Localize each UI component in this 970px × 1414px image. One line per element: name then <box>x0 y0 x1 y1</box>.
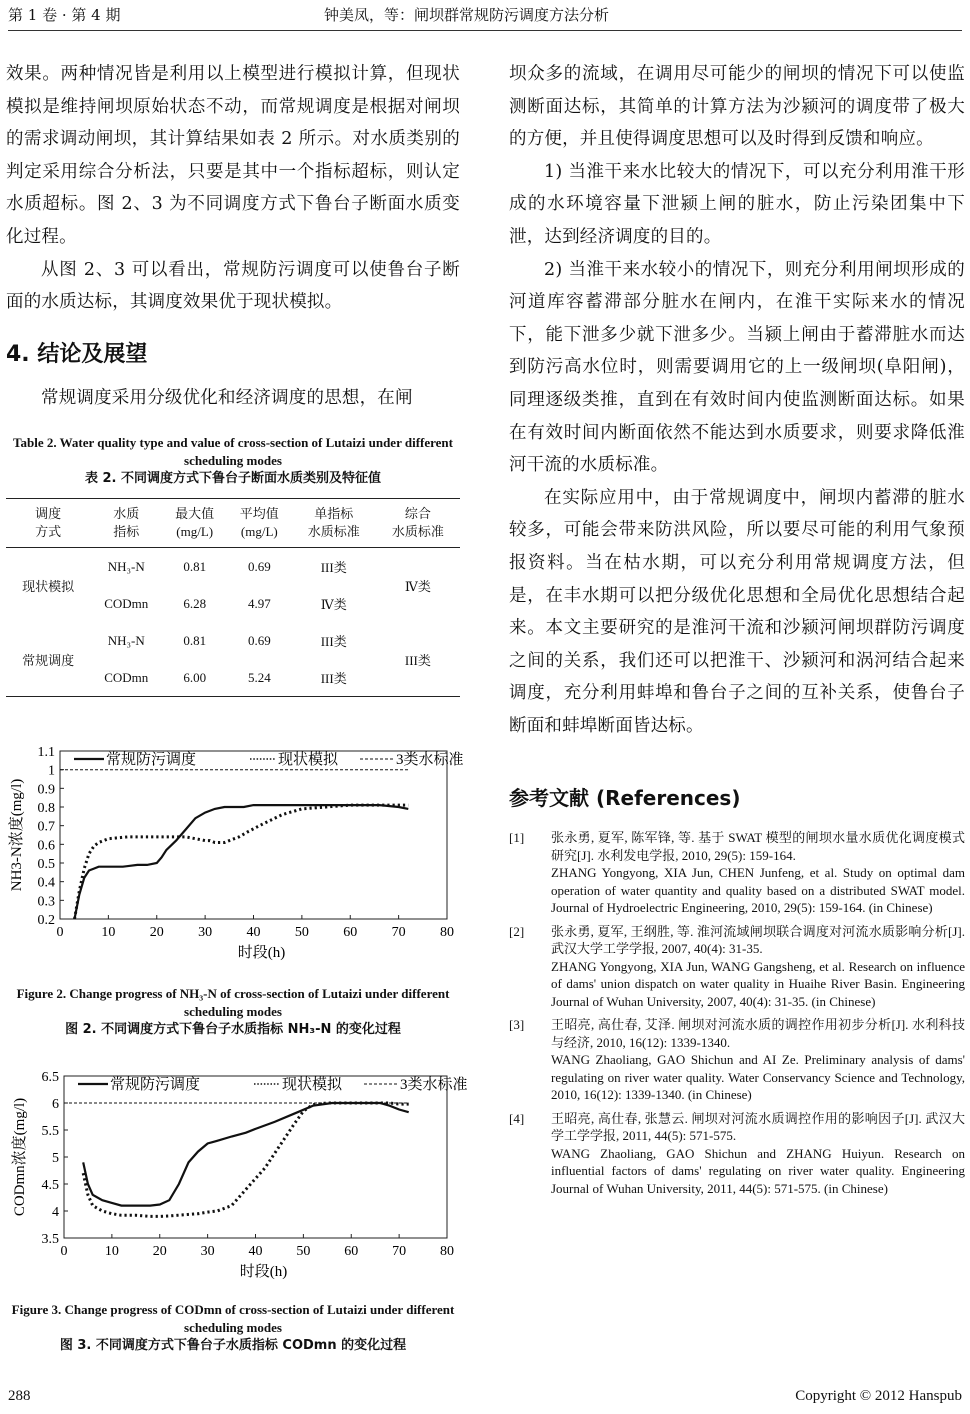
x-tick-label: 20 <box>152 1244 167 1259</box>
table-caption-en: Table 2. Water quality type and value of cross-section of Lutaizi under different scheduling modes <box>13 435 453 469</box>
legend-label: 3类水标准 <box>396 752 464 768</box>
y-axis-label: NH3-N浓度(mg/l) <box>9 778 25 892</box>
figure-caption-en: Figure 2. Change progress of NH₃-N of cross-section of Lutaizi under different scheduling modes <box>16 986 450 1019</box>
figure-caption-en: Figure 3. Change progress of CODmn of cross-section of Lutaizi under different scheduling modes <box>11 1302 455 1335</box>
series-line-solid <box>75 805 409 919</box>
reference-item <box>509 829 965 917</box>
x-axis-label: 时段(h) <box>239 1264 288 1280</box>
reference-text-en: ZHANG Yongyong, XIA Jun, WANG Gangsheng, et al. Research on influence of dams' union dispatch on water quality in Huaihe River Basin. Engineering Journal of Wuhan University, 2007, 40(4): 31-35. (in Chinese) <box>551 958 965 1009</box>
y-tick-label: 6.5 <box>41 1070 59 1085</box>
legend-label: 现状模拟 <box>278 752 339 768</box>
paragraph: 1) 当淮干来水比较大的情况下，可以充分利用淮干形成的水环境容量下泄颍上闸的脏水，防止污染团集中下泄，达到经济调度的目的。 <box>509 161 965 247</box>
table-cell: Ⅳ类 <box>320 597 347 613</box>
journal-issue: 第 1 卷 · 第 4 期 <box>8 6 121 24</box>
y-axis-label: CODmn浓度(mg/l) <box>12 1097 28 1217</box>
table-cell: 6.28 <box>183 595 207 611</box>
references-heading: 参考文献 (References) <box>509 786 741 811</box>
plot-frame <box>60 751 447 919</box>
table-cell: CODmn <box>104 595 149 611</box>
codmn-line-chart <box>0 1060 470 1292</box>
table-header: 水质 指标 <box>90 499 162 548</box>
paragraph: 常规调度采用分级优化和经济调度的思想，在闸 <box>41 387 413 408</box>
table-cell: III类 <box>376 622 460 697</box>
y-tick-label: 0.9 <box>37 782 55 798</box>
reference-text-en: WANG Zhaoliang, GAO Shichun and AI Ze. Preliminary analysis of dams' regulating on river water quality. Water Conservancy Science and Technology, 2010, 16(12): 1339-1340. (in Chinese) <box>551 1052 965 1103</box>
paragraph: 2) 当淮干来水较小的情况下，则充分利用闸坝形成的河道库容蓄滞部分脏水在闸内，在淮干实际来水的情况下，能下泄多少就下泄多少。当颍上闸由于蓄滞脏水而达到防污高水位时，则需要调用它的上一级闸坝(阜阳闸)，同理逐级类推，直到在有效时间内使监测断面达标。如果在有效时间内断面依然不能达到水质要求，则要求降低淮河干流的水质标准。 <box>509 259 965 476</box>
right-column <box>509 58 965 1203</box>
table-header: 综合 水质标准 <box>376 499 460 548</box>
x-tick-label: 60 <box>343 925 358 940</box>
y-tick-label: 0.6 <box>37 838 55 854</box>
reference-text-en: WANG Zhaoliang, GAO Shichun and ZHANG Huiyun. Research on influential factors of dams' regulating on river water quality. Engineering Journal of Wuhan University, 2011, 44(5): 571-575. (in Chinese) <box>551 1145 965 1196</box>
reference-item <box>509 923 965 1011</box>
left-column <box>6 58 460 697</box>
legend-label: 常规防污调度 <box>106 752 197 768</box>
table-cell: 0.81 <box>183 632 207 648</box>
table-header: 最大值 (mg/L) <box>162 499 227 548</box>
reference-item <box>509 1016 965 1104</box>
table-cell: III类 <box>320 560 347 576</box>
copyright: Copyright © 2012 Hanspub <box>795 1388 962 1404</box>
y-tick-label: 0.3 <box>37 894 55 910</box>
reference-number: [3] <box>509 1017 525 1033</box>
x-tick-label: 10 <box>101 925 116 940</box>
y-tick-label: 0.5 <box>37 857 55 872</box>
table-header: 平均值 (mg/L) <box>227 499 292 548</box>
table-cell: 0.69 <box>247 632 271 648</box>
table-row <box>6 548 460 586</box>
reference-text-en: ZHANG Yongyong, XIA Jun, CHEN Junfeng, et al. Study on optimal dam operation of water quantity and quality based on a distributed SWAT model. Journal of Hydroelectric Engineering, 2010, 29(5): 159-164. (in Chinese) <box>551 865 965 916</box>
x-tick-label: 10 <box>104 1244 119 1259</box>
series-line-dotted <box>75 805 409 919</box>
table-cell: 0.81 <box>183 558 207 574</box>
nh3n-line-chart <box>0 733 470 983</box>
x-tick-label: 0 <box>60 1244 68 1259</box>
table-cell: NH₃-N <box>107 558 145 574</box>
legend-label: 现状模拟 <box>282 1077 343 1093</box>
paragraph: 坝众多的流域，在调用尽可能少的闸坝的情况下可以使监测断面达标，其简单的计算方法为沙颍河的调度带了极大的方便，并且使得调度思想可以及时得到反馈和响应。 <box>509 64 965 150</box>
reference-text-cn: 王昭亮, 高仕春, 艾泽. 闸坝对河流水质的调控作用初步分析[J]. 水利科技与经济, 2010, 16(12): 1339-1340. <box>551 1017 965 1050</box>
x-axis-label: 时段(h) <box>237 945 286 961</box>
y-tick-label: 5.5 <box>41 1124 59 1139</box>
y-tick-label: 4 <box>52 1205 59 1220</box>
y-tick-label: 4.5 <box>41 1178 59 1193</box>
legend-label: 3类水标准 <box>400 1077 468 1093</box>
table-caption-cn: 表 2. 不同调度方式下鲁台子断面水质类别及特征值 <box>84 471 382 487</box>
table-cell: III类 <box>292 659 376 697</box>
x-tick-label: 30 <box>198 925 213 940</box>
y-tick-label: 1 <box>48 763 55 779</box>
running-header <box>8 0 962 31</box>
legend-label: 常规防污调度 <box>110 1077 201 1093</box>
x-tick-label: 20 <box>149 925 164 940</box>
table-cell: CODmn <box>90 659 162 697</box>
x-tick-label: 30 <box>200 1244 215 1259</box>
y-tick-label: 0.2 <box>37 913 55 928</box>
reference-text-cn: 王昭亮, 高仕春, 张慧云. 闸坝对河流水质调控作用的影响因子[J]. 武汉大学工学学报, 2011, 44(5): 571-575. <box>551 1110 965 1144</box>
reference-text-cn: 张永勇, 夏军, 陈军锋, 等. 基于 SWAT 模型的闸坝水量水质优化调度模式研究[J]. 水利发电学报, 2010, 29(5): 159-164. <box>551 830 965 863</box>
x-tick-label: 40 <box>248 1244 263 1259</box>
table-cell: 5.24 <box>227 659 292 697</box>
figure-caption-cn: 图 3. 不同调度方式下鲁台子水质指标 CODmn 的变化过程 <box>59 1338 407 1353</box>
table-cell: 4.97 <box>247 595 271 611</box>
table-header: 单指标 水质标准 <box>292 499 376 548</box>
reference-number: [2] <box>509 923 525 939</box>
y-tick-label: 3.5 <box>41 1232 59 1247</box>
plot-frame <box>64 1076 447 1238</box>
table-cell: Ⅳ类 <box>404 578 431 594</box>
page-footer <box>8 1388 962 1405</box>
x-tick-label: 70 <box>392 1244 407 1259</box>
x-tick-label: 70 <box>391 925 406 940</box>
x-tick-label: 0 <box>56 925 64 940</box>
reference-item <box>509 1110 965 1198</box>
y-tick-label: 6 <box>52 1097 59 1112</box>
table-cell: NH₃-N <box>107 632 145 648</box>
series-line-dotted <box>83 1103 409 1216</box>
x-tick-label: 80 <box>440 1244 454 1259</box>
series-line-solid <box>83 1103 409 1206</box>
section-heading: 4. 结论及展望 <box>6 341 148 367</box>
y-tick-label: 0.7 <box>37 819 55 835</box>
water-quality-table <box>6 498 460 697</box>
figure-caption-cn: 图 2. 不同调度方式下鲁台子水质指标 NH₃-N 的变化过程 <box>65 1022 401 1037</box>
x-tick-label: 80 <box>440 925 454 940</box>
y-tick-label: 0.8 <box>37 801 55 816</box>
page-number: 288 <box>8 1388 31 1404</box>
table-cell: 现状模拟 <box>22 578 75 594</box>
reference-number: [1] <box>509 830 525 846</box>
x-tick-label: 40 <box>246 925 261 940</box>
paragraph: 从图 2、3 可以看出，常规防污调度可以使鲁台子断面的水质达标，其调度效果优于现状模拟。 <box>6 259 460 313</box>
x-tick-label: 50 <box>296 1244 311 1259</box>
x-tick-label: 60 <box>344 1244 359 1259</box>
paragraph: 在实际应用中，由于常规调度中，闸坝内蓄滞的脏水较多，可能会带来防洪风险，所以要尽可能的利用气象预报资料。当在枯水期，可以充分利用常规调度方法，但是，在丰水期可以把分级优化思想和全局优化思想结合起来。本文主要研究的是淮河干流和沙颍河闸坝群防污调度之间的关系，我们还可以把淮干、沙颍河和涡河结合起来调度，充分利用蚌埠和鲁台子之间的互补关系，使鲁台子断面和蚌埠断面皆达标。 <box>509 487 965 736</box>
y-tick-label: 1.1 <box>37 745 55 760</box>
x-tick-label: 50 <box>294 925 309 940</box>
table-cell: 常规调度 <box>6 622 90 697</box>
y-tick-label: 0.4 <box>37 875 55 891</box>
reference-number: [4] <box>509 1110 525 1126</box>
table-cell: 0.69 <box>247 558 271 574</box>
table-row <box>6 622 460 659</box>
table-header: 调度 方式 <box>6 499 90 548</box>
table-cell: 6.00 <box>162 659 227 697</box>
running-title: 钟美凤，等：闸坝群常规防污调度方法分析 <box>324 6 610 24</box>
reference-text-cn: 张永勇, 夏军, 王纲胜, 等. 淮河流域闸坝联合调度对河流水质影响分析[J]. 武汉大学工学学报, 2007, 40(4): 31-35. <box>551 923 965 957</box>
y-tick-label: 5 <box>52 1151 59 1166</box>
table-cell: III类 <box>320 634 347 650</box>
paragraph: 效果。两种情况皆是利用以上模型进行模拟计算，但现状模拟是维持闸坝原始状态不动，而常规调度是根据对闸坝的需求调动闸坝，其计算结果如表 2 所示。对水质类别的判定采用综合分析法，只要是其中一个指标超标，则认定水质超标。图 2、3 为不同调度方式下鲁台子断面水质变化过程。 <box>6 64 460 247</box>
